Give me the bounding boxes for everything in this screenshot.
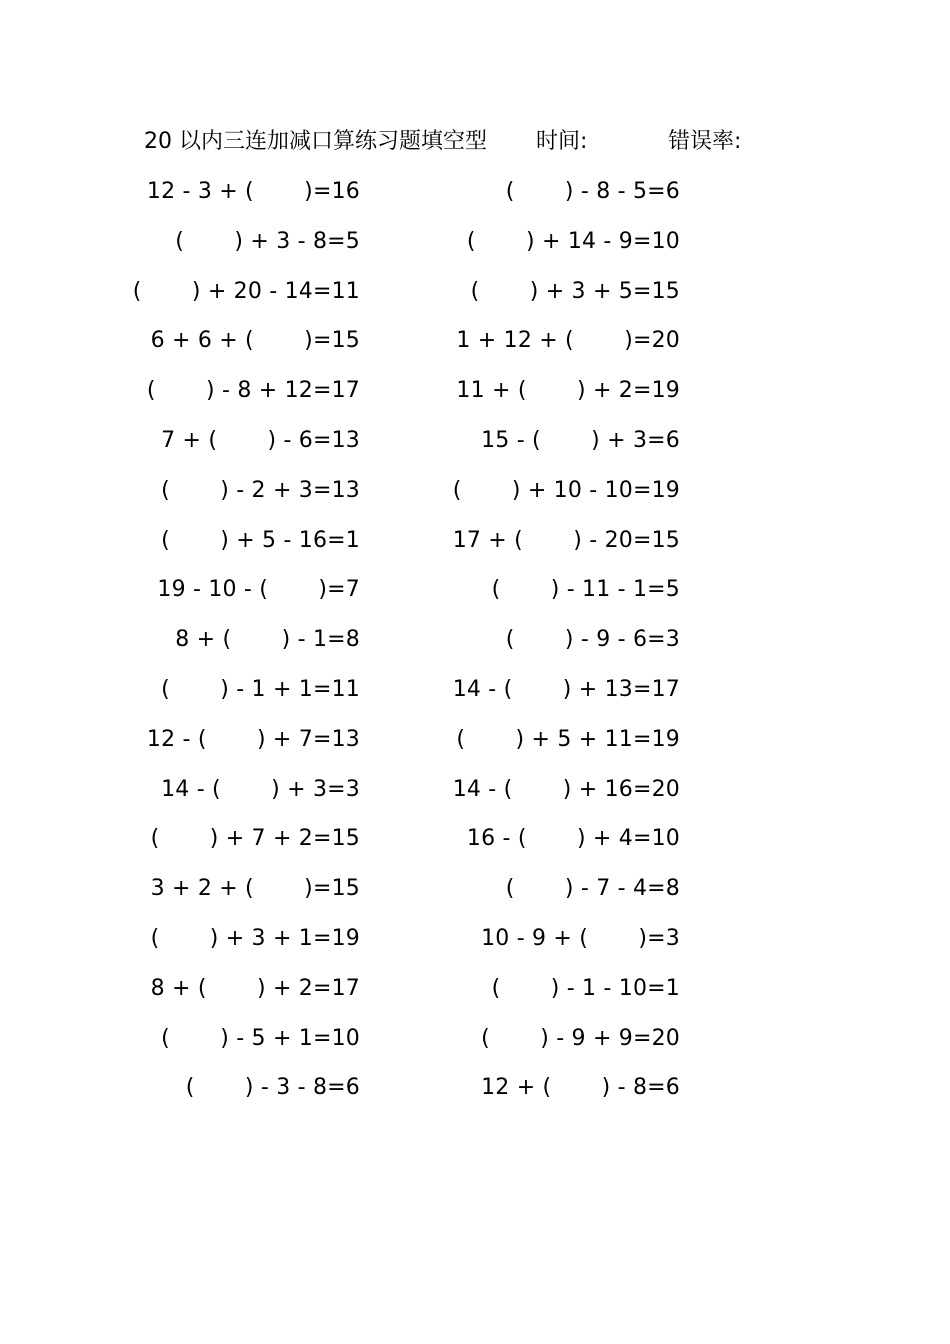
problem-item: 16 - ( ) + 4=10 bbox=[466, 826, 680, 852]
right-problem-column bbox=[380, 172, 680, 1112]
problem-item: ( ) - 5 + 1=10 bbox=[161, 1025, 360, 1051]
problem-item: 12 - ( ) + 7=13 bbox=[146, 726, 360, 752]
problem-item: ( ) + 10 - 10=19 bbox=[452, 477, 680, 503]
problem-item: ( ) - 9 - 6=3 bbox=[505, 627, 680, 653]
problem-item: 12 + ( ) - 8=6 bbox=[481, 1075, 680, 1101]
problem-item: ( ) + 5 - 16=1 bbox=[161, 527, 360, 553]
problem-item: 11 + ( ) + 2=19 bbox=[456, 378, 680, 404]
problem-item: ( ) + 20 - 14=11 bbox=[132, 278, 360, 304]
problem-item: 15 - ( ) + 3=6 bbox=[481, 427, 680, 453]
problem-item: ( ) - 2 + 3=13 bbox=[161, 477, 360, 503]
problem-item: 1 + 12 + ( )=20 bbox=[456, 328, 680, 354]
problem-item: ( ) + 3 + 1=19 bbox=[150, 925, 360, 951]
problem-item: 8 + ( ) + 2=17 bbox=[150, 975, 360, 1001]
problem-item: 7 + ( ) - 6=13 bbox=[161, 427, 360, 453]
problem-item: ( ) + 5 + 11=19 bbox=[456, 726, 680, 752]
problem-item: 6 + 6 + ( )=15 bbox=[150, 328, 360, 354]
error-rate-label: 错误率: bbox=[668, 129, 742, 154]
problem-item: ( ) + 7 + 2=15 bbox=[150, 826, 360, 852]
problem-item: ( ) - 7 - 4=8 bbox=[505, 876, 680, 902]
problem-item: ( ) - 8 + 12=17 bbox=[146, 378, 360, 404]
time-label: 时间: bbox=[536, 129, 588, 154]
problem-item: 19 - 10 - ( )=7 bbox=[157, 577, 360, 603]
problem-item: 14 - ( ) + 13=17 bbox=[452, 676, 680, 702]
problem-item: ( ) - 1 - 10=1 bbox=[491, 975, 680, 1001]
problem-item: 8 + ( ) - 1=8 bbox=[175, 627, 360, 653]
problem-item: ( ) + 3 - 8=5 bbox=[175, 228, 360, 254]
problem-item: ( ) - 11 - 1=5 bbox=[491, 577, 680, 603]
problem-item: ( ) - 9 + 9=20 bbox=[481, 1025, 680, 1051]
problem-item: ( ) + 14 - 9=10 bbox=[466, 228, 680, 254]
problem-item: ( ) - 3 - 8=6 bbox=[185, 1075, 360, 1101]
problem-item: ( ) - 1 + 1=11 bbox=[161, 676, 360, 702]
worksheet-title: 20 以内三连加减口算练习题填空型 bbox=[144, 129, 487, 154]
problem-item: ( ) + 3 + 5=15 bbox=[470, 278, 680, 304]
problem-item: ( ) - 8 - 5=6 bbox=[505, 179, 680, 204]
problem-item: 12 - 3 + ( )=16 bbox=[146, 179, 360, 204]
problem-item: 3 + 2 + ( )=15 bbox=[150, 876, 360, 902]
left-problem-column bbox=[60, 172, 360, 1112]
problem-item: 17 + ( ) - 20=15 bbox=[452, 527, 680, 553]
problem-item: 14 - ( ) + 3=3 bbox=[161, 776, 360, 802]
problem-item: 14 - ( ) + 16=20 bbox=[452, 776, 680, 802]
problem-item: 10 - 9 + ( )=3 bbox=[481, 925, 680, 951]
